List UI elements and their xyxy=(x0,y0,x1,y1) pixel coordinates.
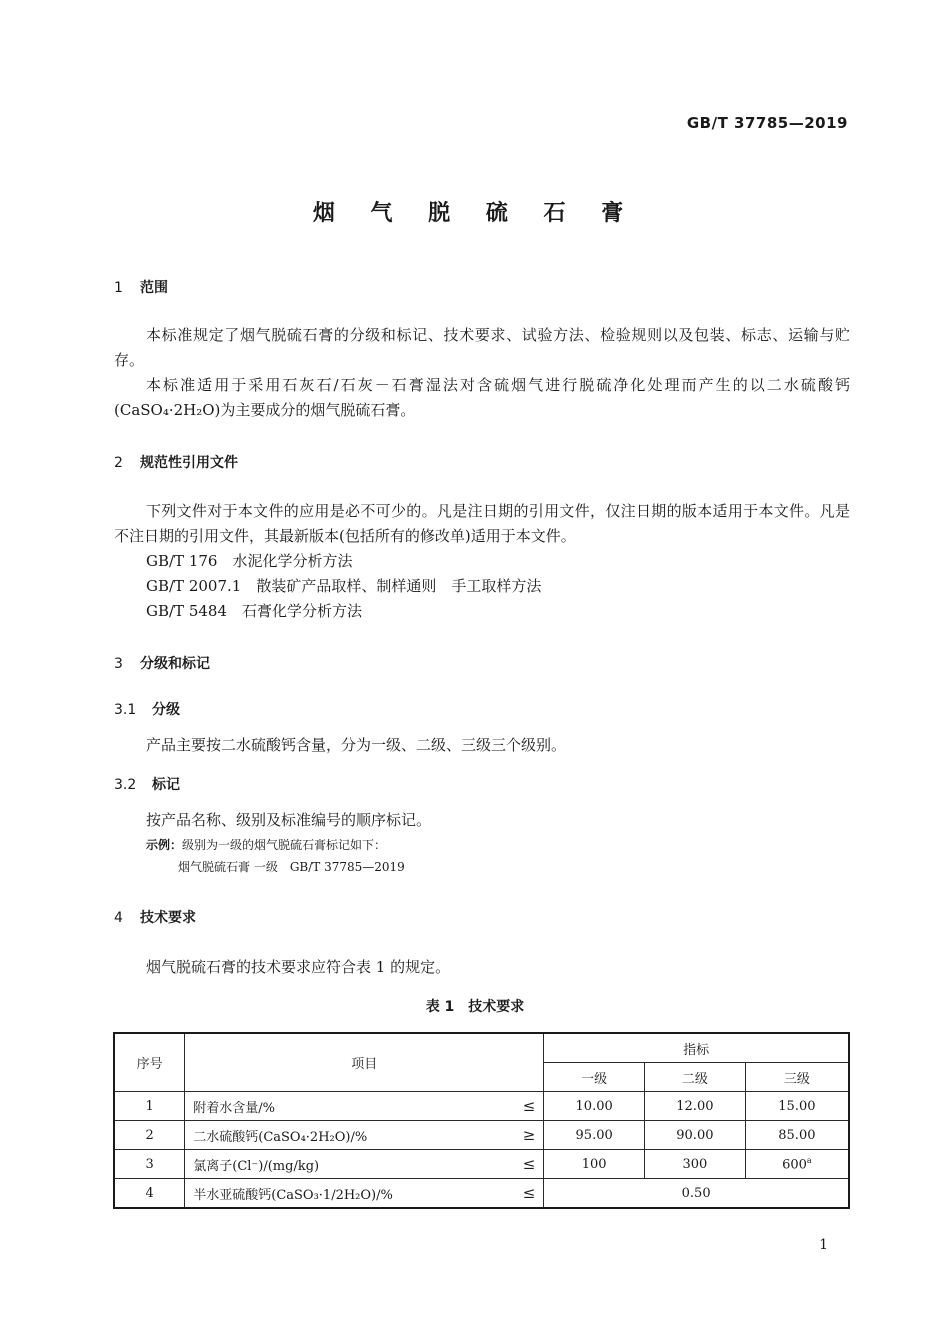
spec-table-wrapper xyxy=(113,1032,850,1209)
example-text: 级别为一级的烟气脱硫石膏标记如下： xyxy=(182,838,387,852)
section-title: 分级 xyxy=(152,702,180,718)
reference-code: GB/T 2007.1 xyxy=(146,577,242,595)
section-title: 范围 xyxy=(140,280,168,296)
row-item-text: 半水亚硫酸钙(CaSO₃·1/2H₂O)/% xyxy=(193,1187,393,1203)
table-header-row xyxy=(114,1033,849,1063)
section-title: 技术要求 xyxy=(140,910,196,926)
section-number: 3.1 xyxy=(114,702,137,718)
section-3-2-text: 按产品名称、级别及标准编号的顺序标记。 xyxy=(146,811,432,829)
table-row xyxy=(114,1150,849,1179)
row-grade-1: 10.00 xyxy=(544,1092,645,1121)
reference-name: 石膏化学分析方法 xyxy=(242,602,363,620)
header-grade-2: 二级 xyxy=(645,1063,746,1092)
row-item-text: 二水硫酸钙(CaSO₄·2H₂O)/% xyxy=(193,1129,368,1145)
section-3-1-text: 产品主要按二水硫酸钙含量，分为一级、二级、三级三个级别。 xyxy=(146,736,567,754)
row-grade-3: 15.00 xyxy=(745,1092,849,1121)
header-grade-1: 一级 xyxy=(544,1063,645,1092)
row-no: 3 xyxy=(114,1150,185,1179)
row-no: 2 xyxy=(114,1121,185,1150)
section-4-heading xyxy=(114,907,196,927)
row-merged-value: 0.50 xyxy=(544,1179,849,1209)
section-title: 规范性引用文件 xyxy=(140,455,238,471)
relation-symbol: ≤ xyxy=(522,1184,536,1202)
section-number: 1 xyxy=(114,280,123,296)
example-mark: 烟气脱硫石膏 一级 GB/T 37785—2019 xyxy=(178,860,405,874)
relation-symbol: ≤ xyxy=(522,1097,536,1115)
reference-name: 水泥化学分析方法 xyxy=(232,552,353,570)
section-3-heading xyxy=(114,653,210,673)
table-caption: 表 1 技术要求 xyxy=(425,999,525,1015)
footnote-marker: a xyxy=(806,1155,812,1165)
section-3-1-heading xyxy=(114,699,180,719)
reference-item xyxy=(146,599,362,624)
section-title: 标记 xyxy=(152,777,180,793)
section-1-paragraph-2: 本标准适用于采用石灰石/石灰－石膏湿法对含硫烟气进行脱硫净化处理而产生的以二水硫酸钙(CaSO₄·2H₂O)为主要成分的烟气脱硫石膏。 xyxy=(114,376,850,419)
example-label: 示例： xyxy=(146,838,183,852)
row-grade-1: 95.00 xyxy=(544,1121,645,1150)
section-2-heading xyxy=(114,452,238,472)
section-number: 4 xyxy=(114,910,123,926)
header-item: 项目 xyxy=(185,1033,544,1092)
row-grade-3: 85.00 xyxy=(745,1121,849,1150)
table-row xyxy=(114,1179,849,1209)
section-1-heading xyxy=(114,277,168,297)
section-4-text: 烟气脱硫石膏的技术要求应符合表 1 的规定。 xyxy=(146,958,451,976)
table-row xyxy=(114,1092,849,1121)
example-line xyxy=(146,836,386,853)
header-index: 指标 xyxy=(544,1033,849,1063)
row-item xyxy=(185,1092,544,1121)
row-grade-3-value: 600 xyxy=(782,1157,807,1173)
row-grade-3 xyxy=(745,1150,849,1179)
row-item xyxy=(185,1179,544,1209)
row-grade-1: 100 xyxy=(544,1150,645,1179)
row-grade-2: 90.00 xyxy=(645,1121,746,1150)
page-number: 1 xyxy=(819,1237,828,1253)
reference-item xyxy=(146,549,353,574)
spec-table xyxy=(113,1032,850,1209)
reference-item xyxy=(146,574,541,599)
header-no: 序号 xyxy=(114,1033,185,1092)
section-number: 3.2 xyxy=(114,777,137,793)
table-row xyxy=(114,1121,849,1150)
section-number: 2 xyxy=(114,455,123,471)
section-3-2-heading xyxy=(114,774,180,794)
row-grade-2: 300 xyxy=(645,1150,746,1179)
row-item-text: 氯离子(Cl⁻)/(mg/kg) xyxy=(193,1158,320,1174)
section-1-paragraph-1: 本标准规定了烟气脱硫石膏的分级和标记、技术要求、试验方法、检验规则以及包装、标志、运输与贮存。 xyxy=(114,326,850,369)
header-grade-3: 三级 xyxy=(745,1063,849,1092)
row-item xyxy=(185,1121,544,1150)
relation-symbol: ≤ xyxy=(522,1155,536,1173)
reference-name: 散装矿产品取样、制样通则 手工取样方法 xyxy=(256,577,542,595)
relation-symbol: ≥ xyxy=(522,1126,536,1144)
row-no: 1 xyxy=(114,1092,185,1121)
reference-code: GB/T 5484 xyxy=(146,602,228,620)
section-number: 3 xyxy=(114,656,123,672)
row-grade-2: 12.00 xyxy=(645,1092,746,1121)
section-2-paragraph: 下列文件对于本文件的应用是必不可少的。凡是注日期的引用文件，仅注日期的版本适用于本文件。凡是不注日期的引用文件，其最新版本(包括所有的修改单)适用于本文件。 xyxy=(114,502,850,545)
reference-code: GB/T 176 xyxy=(146,552,218,570)
row-no: 4 xyxy=(114,1179,185,1209)
row-item xyxy=(185,1150,544,1179)
row-item-text: 附着水含量/% xyxy=(193,1100,275,1116)
section-title: 分级和标记 xyxy=(140,656,210,672)
standard-number: GB/T 37785—2019 xyxy=(686,114,848,132)
document-title: 烟 气 脱 硫 石 膏 xyxy=(312,201,638,226)
